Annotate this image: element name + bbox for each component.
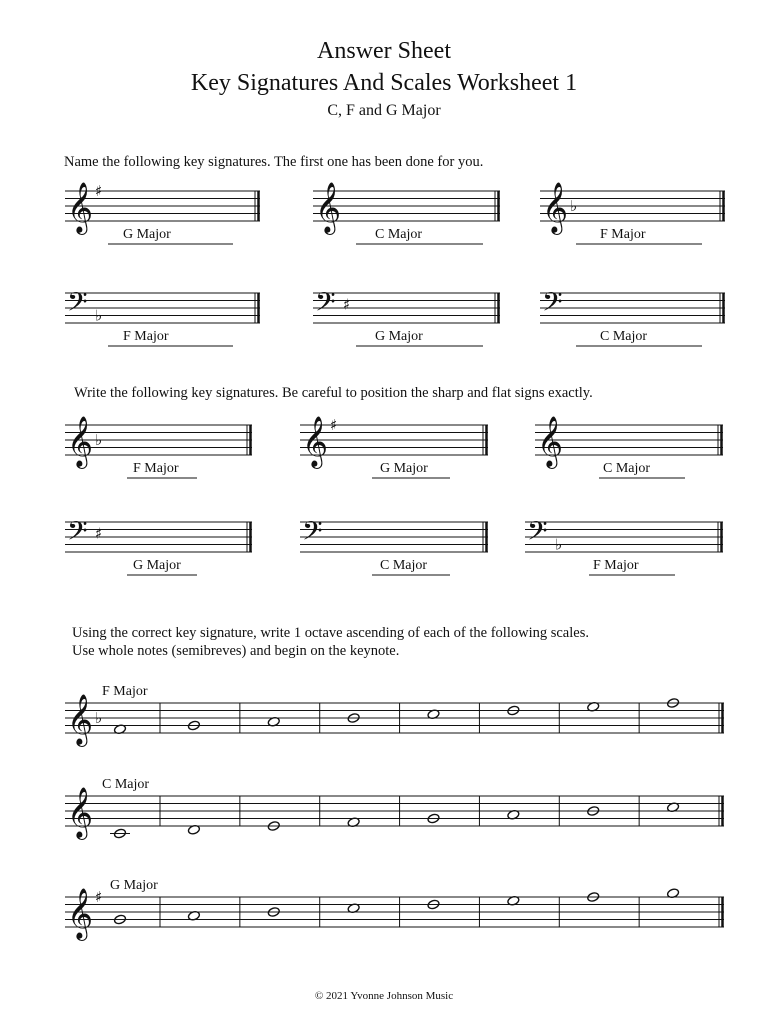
sharp-icon: ♯ [95,888,103,906]
bass-clef-icon: 𝄢 [527,515,548,553]
section1-instruction: Name the following key signatures. The first one has been done for you. [64,154,484,170]
answer-label: C Major [380,558,428,573]
sharp-icon: ♯ [343,295,351,314]
flat-icon: ♭ [555,535,563,554]
answer-label: F Major [600,227,646,242]
answer-label: G Major [375,329,423,344]
page-title: Answer Sheet [317,38,451,64]
answer-label: G Major [133,558,181,573]
treble-clef-icon: 𝄞 [67,888,94,939]
treble-clef-icon: 𝄞 [315,182,342,233]
treble-clef-icon: 𝄞 [67,416,94,467]
section2-staff-6 [525,510,723,590]
scale-staff-1 [65,681,724,751]
sharp-icon: ♯ [330,416,338,434]
scale-title: C Major [102,777,150,792]
flat-icon: ♭ [95,431,103,449]
copyright-footer: © 2021 Yvonne Johnson Music [314,990,454,1002]
treble-clef-icon: 𝄞 [542,182,569,233]
flat-icon: ♭ [570,197,578,215]
section2-staff-5 [300,510,488,590]
flat-icon: ♭ [95,709,103,727]
flat-icon: ♭ [95,306,103,325]
worksheet-subtitle: C, F and G Major [327,102,441,119]
treble-clef-icon: 𝄞 [67,787,94,838]
section2-staff-4 [65,510,252,590]
answer-label: G Major [380,461,428,476]
section2-staff-3 [535,413,723,493]
section3-instruction-line1: Using the correct key signature, write 1 octave ascending of each of the following scales. [72,625,589,641]
treble-clef-icon: 𝄞 [537,416,564,467]
scale-staff-2 [65,774,724,844]
answer-label: F Major [133,461,179,476]
section1-staff-2 [313,179,500,259]
bass-clef-icon: 𝄢 [67,515,88,553]
answer-label: C Major [603,461,651,476]
bass-clef-icon: 𝄢 [67,286,88,324]
section1-staff-6 [540,281,725,361]
section3-instruction-line2: Use whole notes (semibreves) and begin on the keynote. [72,643,400,659]
scale-staff-3 [65,875,724,945]
section1-staff-5 [313,281,500,361]
treble-clef-icon: 𝄞 [302,416,329,467]
answer-label: F Major [593,558,639,573]
answer-label: F Major [123,329,169,344]
section1-staff-3 [540,179,725,259]
sharp-icon: ♯ [95,182,103,200]
scale-title: F Major [102,684,148,699]
answer-label: G Major [123,227,171,242]
treble-clef-icon: 𝄞 [67,182,94,233]
bass-clef-icon: 𝄢 [302,515,323,553]
section2-staff-1 [65,413,252,493]
worksheet-title: Key Signatures And Scales Worksheet 1 [190,70,578,96]
answer-label: C Major [600,329,648,344]
section1-staff-4 [65,281,260,361]
sharp-icon: ♯ [95,524,103,543]
section2-instruction: Write the following key signatures. Be careful to position the sharp and flat signs exactly. [74,385,593,401]
scale-title: G Major [110,878,158,893]
bass-clef-icon: 𝄢 [542,286,563,324]
bass-clef-icon: 𝄢 [315,286,336,324]
answer-label: C Major [375,227,423,242]
treble-clef-icon: 𝄞 [67,694,94,745]
section1-staff-1 [65,179,260,259]
section2-staff-2 [300,413,488,493]
